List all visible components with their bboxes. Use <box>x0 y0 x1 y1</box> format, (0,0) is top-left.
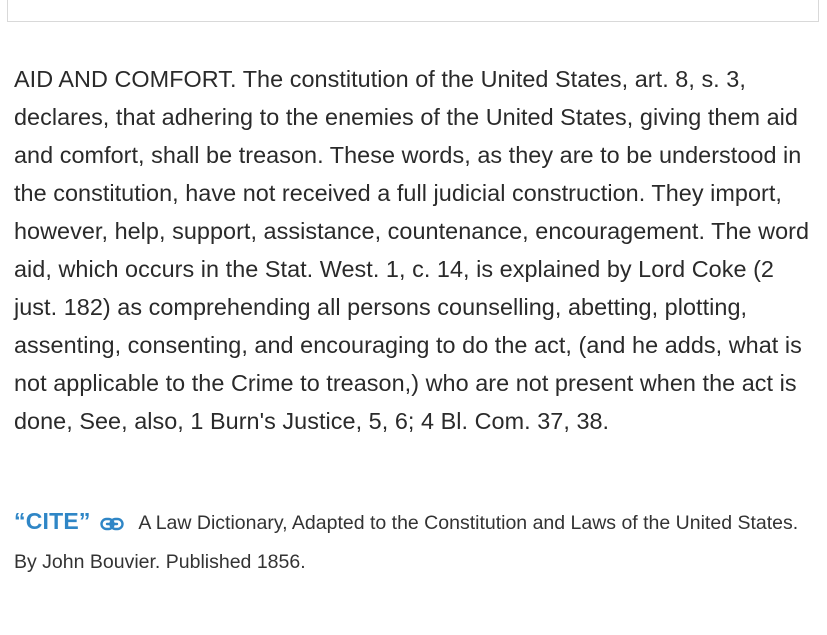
citation <box>14 503 804 581</box>
previous-entry-box <box>7 0 819 22</box>
definition-text: AID AND COMFORT. The constitution of the United States, art. 8, s. 3, declares, that adhering to the enemies of the United States, giving them aid and comfort, shall be treason. These words, as they are to be understood in the constitution, have not received a full judicial construction. They import, however, help, support, assistance, countenance, encouragement. The word aid, which occurs in the Stat. West. 1, c. 14, is explained by Lord Coke (2 just. 182) as comprehending all persons counselling, abetting, plotting, assenting, consenting, and encouraging to do the act, (and he adds, what is not applicable to the Crime to treason,) who are not present when the act is done, See, also, 1 Burn's Justice, 5, 6; 4 Bl. Com. 37, 38. <box>14 66 810 434</box>
cite-button[interactable]: “CITE” <box>14 508 91 534</box>
citation-source: A Law Dictionary, Adapted to the Constitution and Laws of the United States. By John Bouvier. Published 1856. <box>14 512 799 573</box>
link-icon[interactable] <box>100 507 124 544</box>
